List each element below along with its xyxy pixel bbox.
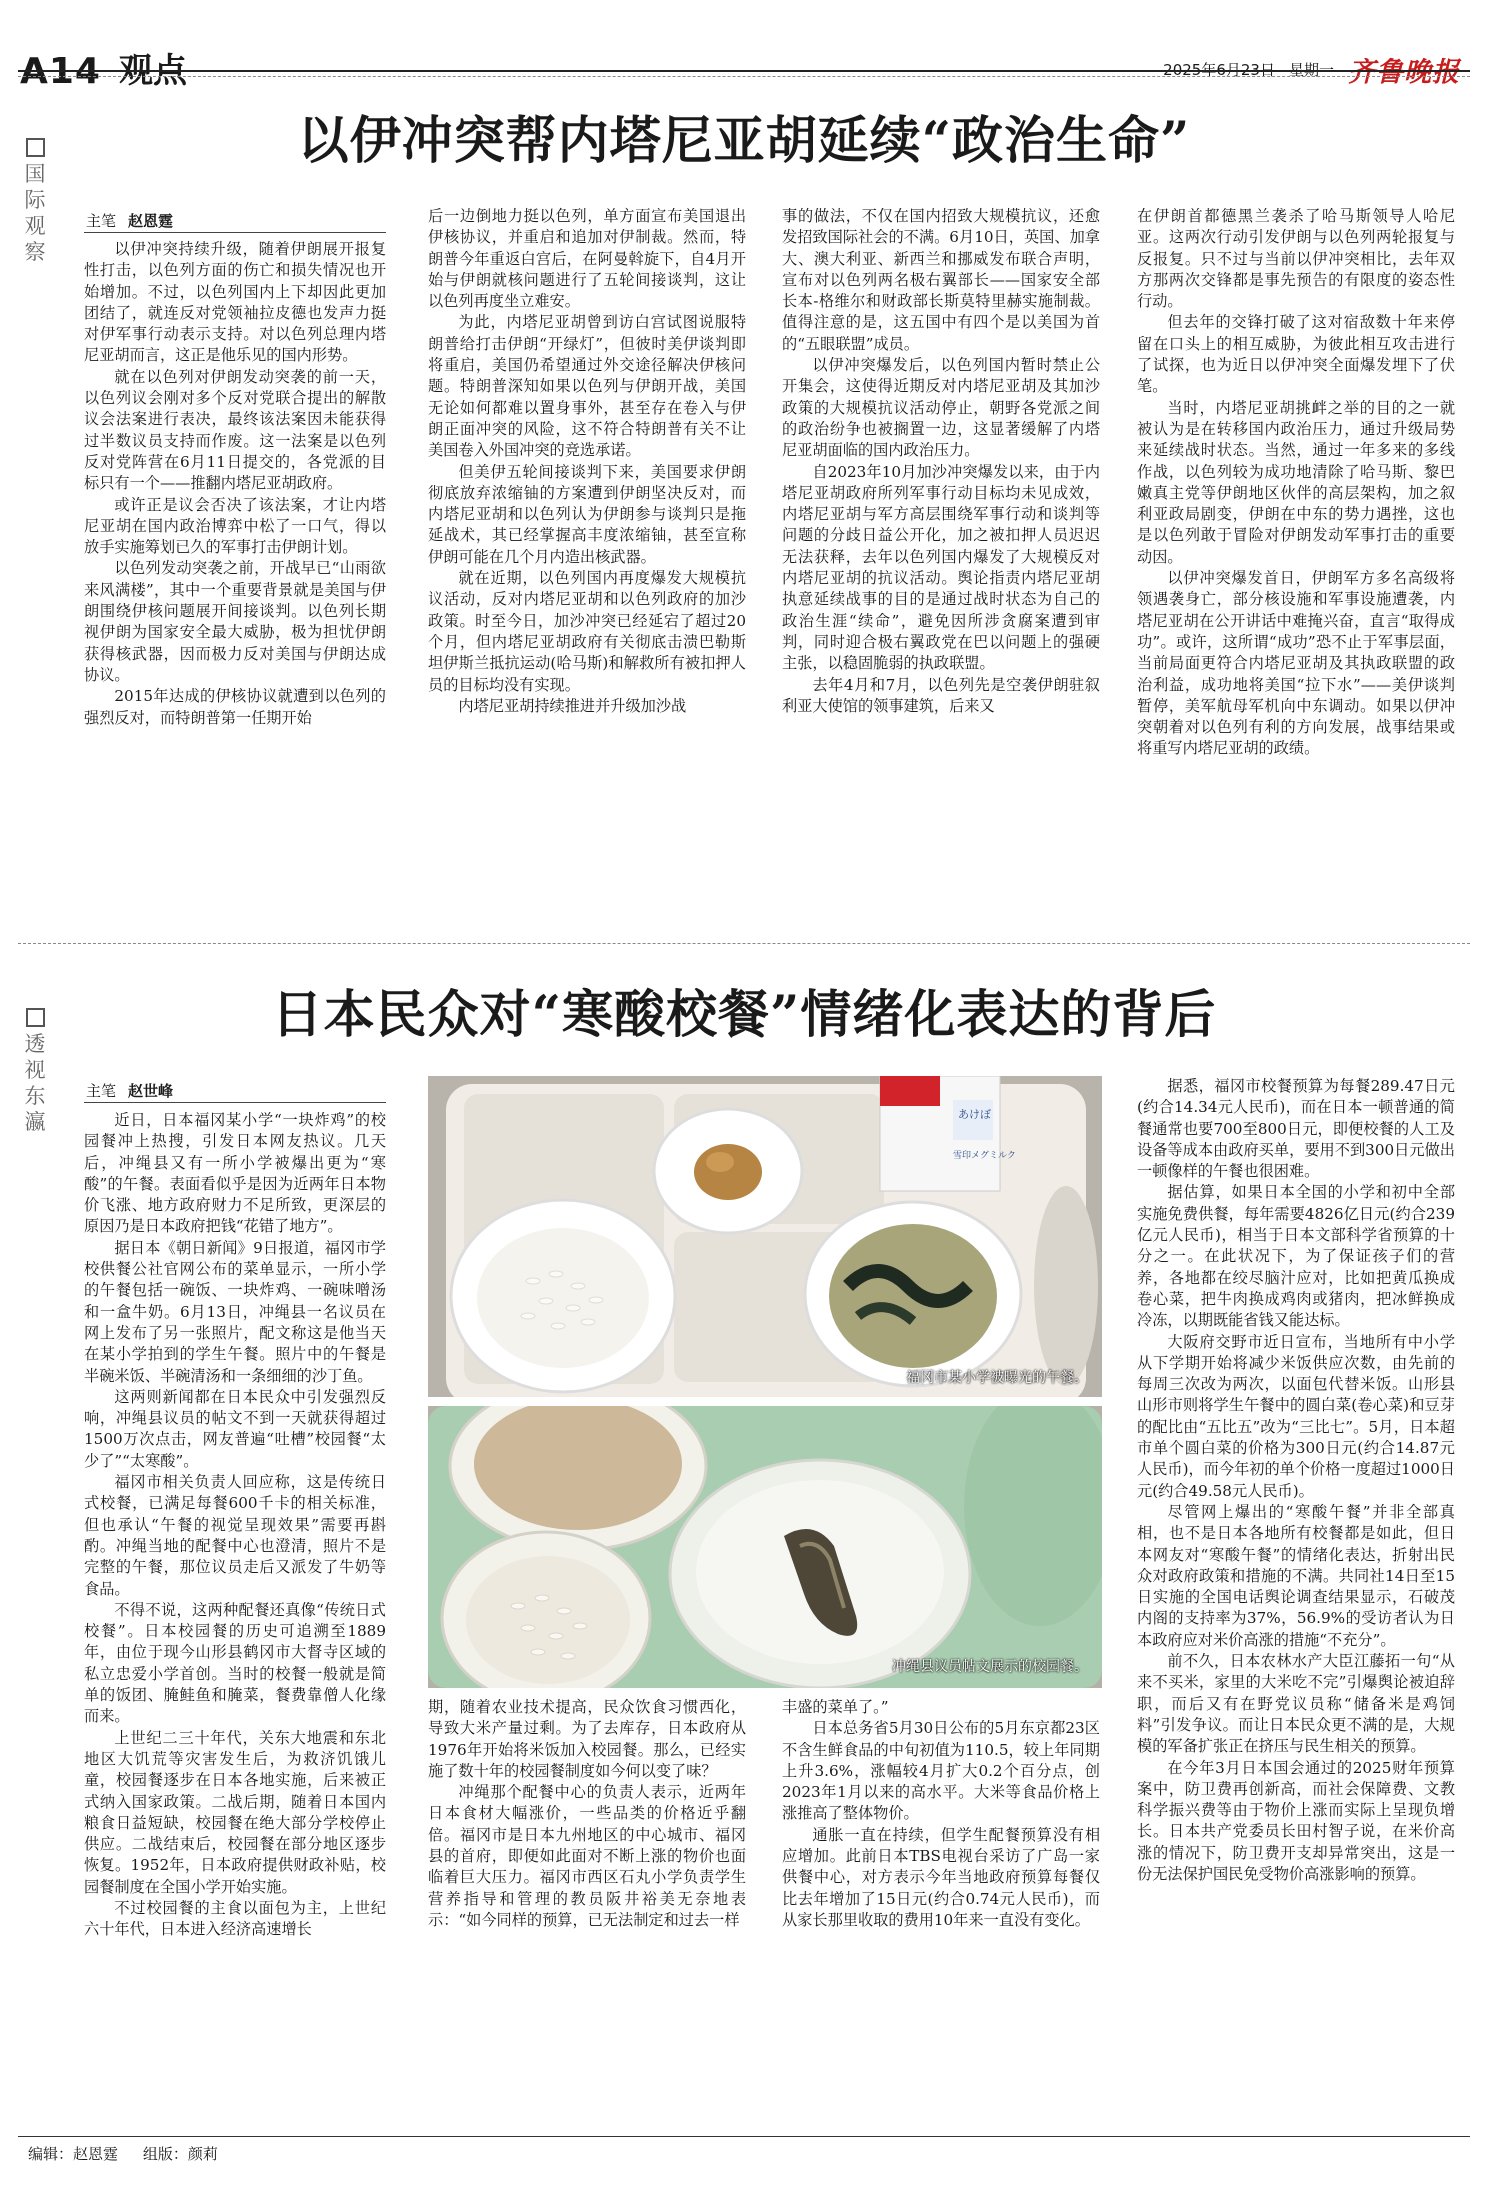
author-name: 赵恩霆: [128, 212, 174, 230]
article2-column-1: 近日，日本福冈某小学“一块炸鸡”的校园餐冲上热搜，引发日本网友热议。几天后，冲绳县又有一所小学被爆出更为“寒酸”的午餐。表面看似乎是因为近两年日本物价飞涨、地方政府财力不足所致，更深层的原因乃是日本政府把钱“花错了地方”。 据日本《朝日新闻》9日报道，福冈市学校供餐公社官网公布的菜单显示，一所小学的午餐包括一碗饭、一块炸鸡、一碗味噌汤和一盒牛奶。6月13日，冲绳县一名议员在网上发布了另一张照片，配文称这是他当天在某小学拍到的学生午餐。照片中的午餐是半碗米饭、半碗清汤和一条细细的沙丁鱼。 这两则新闻都在日本民众中引发强烈反响，冲绳县议员的帖文不到一天就获得超过1500万次点击，网友普遍“吐槽”校园餐“太少了”“太寒酸”。 福冈市相关负责人回应称，这是传统日式校餐，已满足每餐600千卡的相关标准，但也承认“午餐的视觉呈现效果”需要再斟酌。冲绳当地的配餐中心也澄清，照片不是完整的午餐，那位议员走后又派发了牛奶等食品。 不得不说，这两种配餐还真像“传统日式校餐”。日本校园餐的历史可追溯至1889年，由位于现今山形县鹤冈市大督寺区域的私立忠爱小学首创。当时的校餐一般就是简单的饭团、腌鲑鱼和腌菜，餐费靠僧人化缘而来。 上世纪二三十年代，关东大地震和东北地区大饥荒等灾害发生后，为救济饥饿儿童，校园餐逐步在日本各地实施，后来被正式纳入国家政策。二战后期，随着日本国内粮食日益短缺，校园餐在绝大部分学校停止供应。二战结束后，校园餐在部分地区逐步恢复。1952年，日本政府提供财政补贴，校园餐制度在全国小学开始实施。 不过校园餐的主食以面包为主，上世纪六十年代，日本进入经济高速增长: [84, 1111, 386, 1939]
article1-column-2: 后一边倒地力挺以色列，单方面宣布美国退出伊核协议，并重启和追加对伊制裁。然而，特朗普今年重返白宫后，在阿曼斡旋下，自4月开始与伊朗就核问题进行了五轮间接谈判，这让以色列再度坐立难安。 为此，内塔尼亚胡曾到访白宫试图说服特朗普给打击伊朗“开绿灯”，但彼时美伊谈判即将重启，美国仍希望通过外交途径解决伊核问题。特朗普深知如果以色列与伊朗开战，美国无论如何都难以置身事外，甚至存在卷入与伊朗正面冲突的风险，这不符合特朗普有关不让美国卷入外国冲突的竞选承诺。 但美伊五轮间接谈判下来，美国要求伊朗彻底放弃浓缩铀的方案遭到伊朗坚决反对，而内塔尼亚胡和以色列认为伊朗参与谈判只是拖延战术，其已经掌握高丰度浓缩铀，甚至宣称伊朗可能在几个月内造出核武器。 就在近期，以色列国内再度爆发大规模抗议活动，反对内塔尼亚胡和以色列政府的加沙政策。时至今日，加沙冲突已经延宕了超过20个月，但内塔尼亚胡政府有关彻底击溃巴勒斯坦伊斯兰抵抗运动(哈马斯)和解救所有被扣押人员的目标均没有实现。 内塔尼亚胡持续推进并升级加沙战: [428, 207, 746, 715]
byline-rule: [84, 1102, 386, 1103]
header-rule-thin: [18, 76, 1470, 77]
page-footer: 编辑：赵恩霆 组版：颜莉: [28, 2145, 218, 2163]
article1-byline: 主笔 赵恩霆: [86, 212, 174, 230]
milk-brand-text: 雪印メグミルク: [953, 1151, 1016, 1161]
issue-weekday: 星期一: [1288, 61, 1334, 79]
newspaper-logo: 齐鲁晚报: [1348, 57, 1460, 88]
issue-date: 2025年6月23日: [1163, 61, 1275, 79]
article2-title: 日本民众对“寒酸校餐”情绪化表达的背后: [271, 985, 1217, 1045]
okinawa-lunch-image: [428, 1406, 1102, 1688]
article1-column-tag: 国际观察: [22, 138, 48, 265]
layout-editor-name: 颜莉: [187, 2145, 218, 2163]
page-header-left: [20, 40, 187, 92]
article2-column-2: 期，随着农业技术提高，民众饮食习惯西化，导致大米产量过剩。为了去库存，日本政府从1976年开始将米饭加入校园餐。那么，已经实施了数十年的校园餐制度如今何以变了味？ 冲绳那个配餐中心的负责人表示，近两年日本食材大幅涨价，一些品类的价格近乎翻倍。福冈市是日本九州地区的中心城市、福冈县的首府，即便如此面对不断上涨的物价也面临着巨大压力。福冈市西区石丸小学负责学生营养指导和管理的教员阪井裕美无奈地表示：“如今同样的预算，已无法制定和过去一样: [428, 1698, 746, 1929]
article1-title: 以伊冲突帮内塔尼亚胡延续“政治生命”: [297, 111, 1191, 171]
article1-column-3: 事的做法，不仅在国内招致大规模抗议，还愈发招致国际社会的不满。6月10日，英国、加拿大、澳大利亚、新西兰和挪威发布联合声明，宣布对以色列两名极右翼部长——国家安全部长本-格维尔和财政部长斯莫特里赫实施制裁。值得注意的是，这五国中有四个是以美国为首的“五眼联盟”成员。 以伊冲突爆发后，以色列国内暂时禁止公开集会，这使得近期反对内塔尼亚胡及其加沙政策的大规模抗议活动停止，朝野各党派之间的政治纷争也被搁置一边，这显著缓解了内塔尼亚胡面临的国内政治压力。 自2023年10月加沙冲突爆发以来，由于内塔尼亚胡政府所列军事行动目标均未见成效，内塔尼亚胡与军方高层围绕军事行动和谈判等问题的分歧日益公开化，加之被扣押人员迟迟无法获释，去年以色列国内爆发了大规模反对内塔尼亚胡的抗议活动。舆论指责内塔尼亚胡执意延续战事的目的是通过战时状态为自己的政治生涯“续命”，避免因所涉贪腐案遭到审判，同时迎合极右翼政党在巴以问题上的强硬主张，以稳固脆弱的执政联盟。 去年4月和7月，以色列先是空袭伊朗驻叙利亚大使馆的领事建筑，后来又: [782, 207, 1100, 715]
fukuoka-lunch-photo: [428, 1076, 1102, 1397]
page-number: A14: [20, 51, 101, 92]
section-name: 观点: [118, 51, 187, 91]
article-separator: [18, 943, 1470, 944]
header-rule: [18, 70, 1470, 72]
photo1-caption: 福冈市某小学被曝光的午餐。: [906, 1370, 1088, 1386]
article1-column-1: 以伊冲突持续升级，随着伊朗展开报复性打击，以色列方面的伤亡和损失情况也开始增加。不过，以色列国内上下却因此更加团结了，就连反对党领袖拉皮德也发声力挺对伊军事行动表示支持。对以色列总理内塔尼亚胡而言，这正是他乐见的国内形势。 就在以色列对伊朗发动突袭的前一天，以色列议会刚对多个反对党联合提出的解散议会法案进行表决，最终该法案因未能获得过半数议员支持而作废。这一法案是以色列反对党阵营在6月11日提交的，各党派的目标只有一个——推翻内塔尼亚胡政府。 或许正是议会否决了该法案，才让内塔尼亚胡在国内政治博弈中松了一口气，得以放手实施筹划已久的军事打击伊朗计划。 以色列发动突袭之前，开战早已“山雨欲来风满楼”，其中一个重要背景就是美国与伊朗围绕伊核问题展开间接谈判。以色列长期视伊朗为国家安全最大威胁，极为担忧伊朗获得核武器，因而极力反对美国与伊朗达成协议。 2015年达成的伊核协议就遭到以色列的强烈反对，而特朗普第一任期开始: [84, 240, 386, 727]
okinawa-lunch-photo: [428, 1406, 1102, 1688]
fukuoka-lunch-image: [428, 1076, 1102, 1397]
article2-byline: 主笔 赵世峰: [86, 1082, 174, 1100]
author-name: 赵世峰: [128, 1082, 174, 1100]
article2-column-3: 丰盛的菜单了。” 日本总务省5月30日公布的5月东京都23区不含生鲜食品的中旬初值为110.5，较上年同期上升3.6%，涨幅较4月扩大0.2个百分点，创2023年1月以来的高水平。大米等食品价格上涨推高了整体物价。 通胀一直在持续，但学生配餐预算没有相应增加。此前日本TBS电视台采访了广岛一家供餐中心，对方表示今年当地政府预算每餐仅比去年增加了15日元(约合0.74元人民币)，而从家长那里收取的费用10年来一直没有变化。: [782, 1698, 1100, 1929]
byline-rule: [84, 232, 386, 233]
footer-rule: [18, 2136, 1470, 2137]
milk-carton-text: あけぼ: [958, 1108, 991, 1121]
article1-column-4: 在伊朗首都德黑兰袭杀了哈马斯领导人哈尼亚。这两次行动引发伊朗与以色列两轮报复与反报复。只不过与当前以伊冲突相比，去年双方那两次交锋都是事先预告的有限度的姿态性行动。 但去年的交锋打破了这对宿敌数十年来停留在口头上的相互威胁，为彼此相互攻击进行了试探，也为近日以伊冲突全面爆发埋下了伏笔。 当时，内塔尼亚胡挑衅之举的目的之一就被认为是在转移国内政治压力，通过升级局势来延续战时状态。当然，通过一年多来的多线作战，以色列较为成功地清除了哈马斯、黎巴嫩真主党等伊朗地区伙伴的高层架构，加之叙利亚政局剧变，伊朗在中东的势力遇挫，这也是以色列敢于冒险对伊朗发动军事打击的重要动因。 以伊冲突爆发首日，伊朗军方多名高级将领遇袭身亡，部分核设施和军事设施遭袭，内塔尼亚胡在公开讲话中难掩兴奋，直言“取得成功”。或许，这所谓“成功”恐不止于军事层面，当前局面更符合内塔尼亚胡及其执政联盟的政治利益，成功地将美国“拉下水”——美伊谈判暂停，美军航母军机向中东调动。如果以伊冲突朝着对以色列有利的方向发展，战事结果或将重写内塔尼亚胡的政绩。: [1137, 207, 1455, 758]
article2-column-tag: 透视东瀛: [22, 1008, 48, 1135]
article2-column-4: 据悉，福冈市校餐预算为每餐289.47日元(约合14.34元人民币)，而在日本一顿普通的简餐通常也要700至800日元，即便校餐的人工及设备等成本由政府买单，要用不到300日元做出一顿像样的午餐也很困难。 据估算，如果日本全国的小学和初中全部实施免费供餐，每年需要4826亿日元(约合239亿元人民币)，相当于日本文部科学省预算的十分之一。在此状况下，为了保证孩子们的营养，各地都在绞尽脑汁应对，比如把黄瓜换成卷心菜，把牛肉换成鸡肉或猪肉，把冰鲜换成冷冻，以期既能省钱又能达标。 大阪府交野市近日宣布，当地所有中小学从下学期开始将减少米饭供应次数，由先前的每周三次改为两次，以面包代替米饭。山形县山形市则将学生午餐中的圆白菜(卷心菜)和豆芽的配比由“五比五”改为“三比七”。5月，日本超市单个圆白菜的价格为300日元(约合14.87元人民币)，而今年初的单个价格一度超过1000日元(约合49.58元人民币)。 尽管网上爆出的“寒酸午餐”并非全部真相，也不是日本各地所有校餐都是如此，但日本网友对“寒酸午餐”的情绪化表达，折射出民众对政府政策和措施的不满。共同社14日至15日实施的全国电话舆论调查结果显示，石破茂内阁的支持率为37%，56.9%的受访者认为日本政府应对米价高涨的措施“不充分”。 前不久，日本农林水产大臣江藤拓一句“从来不买米，家里的大米吃不完”引爆舆论被迫辞职，而后又有在野党议员称“储备米是鸡饲料”引发争议。而让日本民众更不满的是，大规模的军备扩张正在挤压与民生相关的预算。 在今年3月日本国会通过的2025财年预算案中，防卫费再创新高，而社会保障费、文教科学振兴费等由于物价上涨而实际上呈现负增长。日本共产党委员长田村智子说，在米价高涨的情况下，防卫费开支却异常突出，这是一份无法保护国民免受物价高涨影响的预算。: [1137, 1077, 1455, 1883]
photo2-caption: 冲绳县议员帖文展示的校园餐。: [892, 1659, 1088, 1675]
editor-name: 赵恩霆: [73, 2145, 119, 2163]
